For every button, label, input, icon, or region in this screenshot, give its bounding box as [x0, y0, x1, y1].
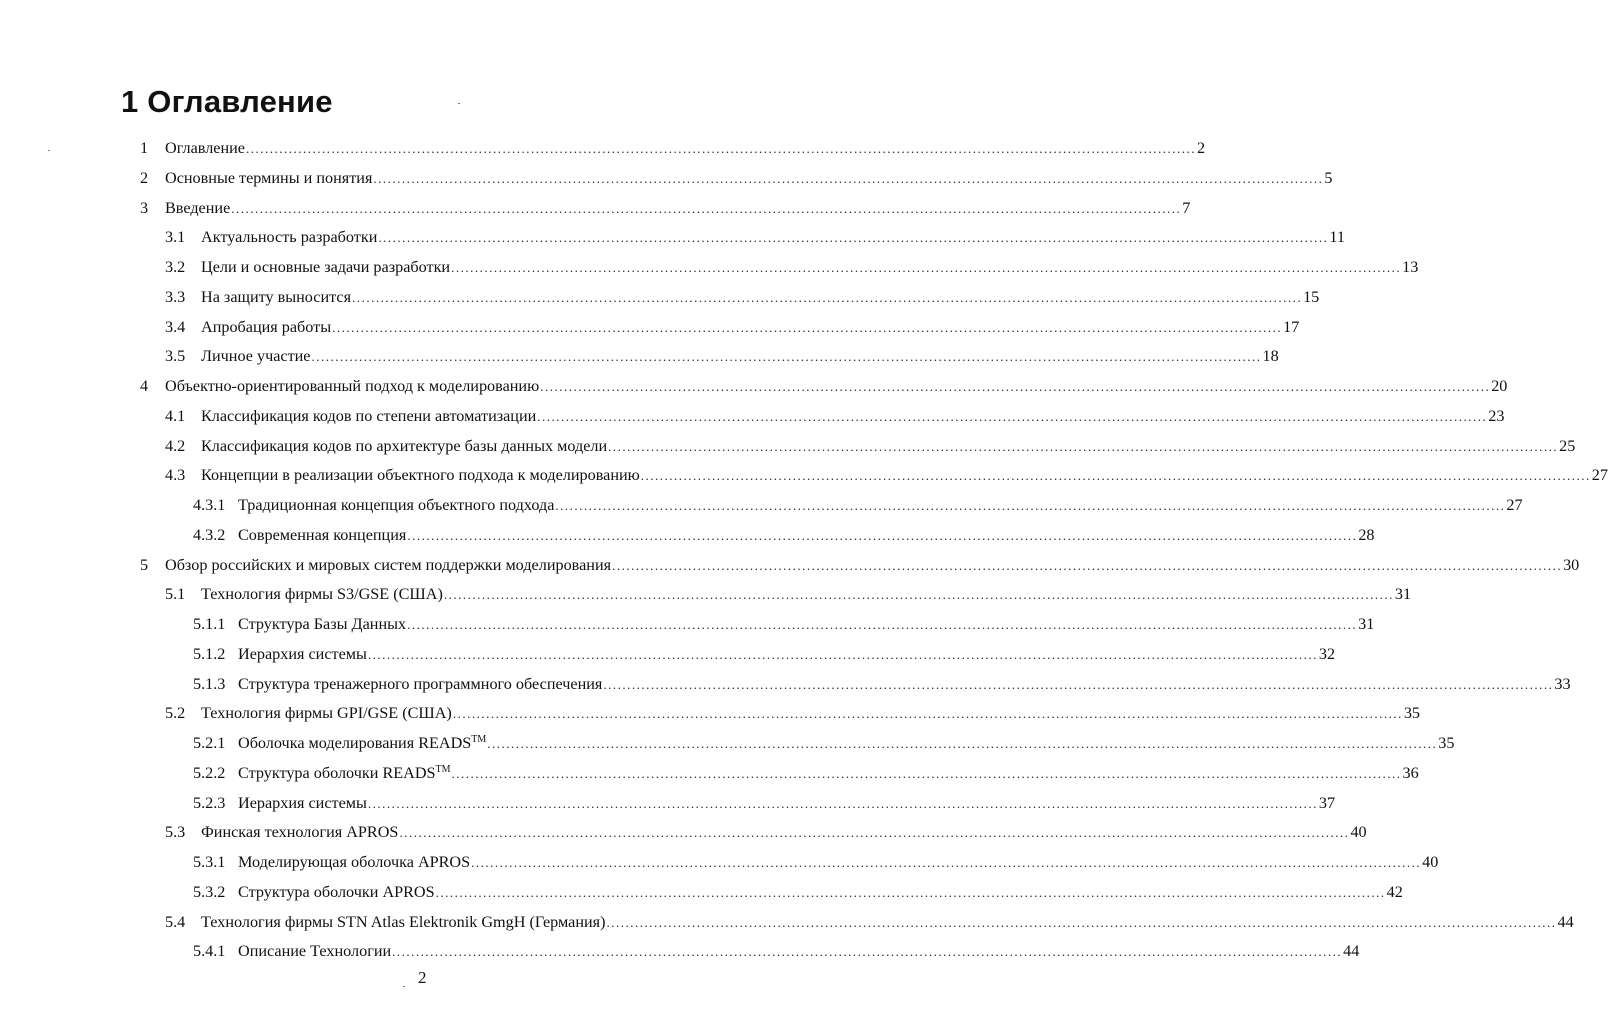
toc-entry-title: Цели и основные задачи разработки — [201, 258, 451, 276]
toc-entry-page: 44 — [1343, 942, 1360, 961]
toc-entry-page: 30 — [1563, 555, 1580, 574]
toc-entry-number: 1 — [140, 139, 149, 157]
toc-leader-dots: ........................................................................................................................................................................................................ — [608, 438, 1559, 454]
toc-entry-number: 5.3 — [165, 823, 186, 842]
toc-entry — [165, 912, 1574, 932]
toc-entry-title: Оболочка моделирования READS™ — [238, 734, 487, 752]
toc-entry-number: 4 — [140, 377, 149, 395]
toc-entry-number: 3.2 — [165, 258, 186, 276]
toc-entry-number: 5.2 — [165, 704, 186, 723]
toc-leader-dots: ........................................................................................................................................................................................................ — [367, 646, 1318, 662]
toc-entry-number: 5.2.1 — [193, 734, 226, 752]
toc-entry-number: 5.4 — [165, 912, 186, 931]
toc-entry-page: 35 — [1438, 734, 1455, 752]
toc-entry-page: 15 — [1303, 287, 1320, 306]
toc-leader-dots: ........................................................................................................................................................................................................ — [407, 527, 1358, 543]
toc-entry-page: 32 — [1318, 644, 1336, 663]
toc-entry — [140, 376, 1508, 396]
toc-entry-title: Классификация кодов по степени автоматизации — [201, 406, 537, 425]
toc-entry — [193, 674, 1571, 694]
toc-entry — [140, 138, 1206, 158]
toc-leader-dots: ........................................................................................................................................................................................................ — [487, 736, 1438, 751]
toc-leader-dots: ........................................................................................................................................................................................................ — [399, 825, 1350, 841]
toc-leader-dots: ........................................................................................................................................................................................................ — [378, 230, 1329, 246]
toc-entry-number: 5.1.2 — [193, 644, 226, 663]
toc-entry-page: 37 — [1318, 793, 1336, 812]
toc-entry-title: Структура оболочки APROS — [238, 882, 435, 901]
toc-entry-number: 5.1 — [165, 585, 186, 604]
toc-entry — [165, 465, 1608, 485]
toc-entry-number: 2 — [140, 168, 149, 187]
toc-entry — [165, 346, 1279, 366]
toc-entry-number: 5.3.1 — [193, 853, 226, 871]
toc-entry-title: Традиционная концепция объектного подхода — [238, 496, 555, 514]
toc-entry-page: 42 — [1386, 882, 1403, 901]
toc-entry-page: 27 — [1506, 496, 1523, 514]
toc-entry-title: Моделирующая оболочка APROS — [238, 853, 471, 871]
toc-leader-dots: ........................................................................................................................................................................................................ — [640, 468, 1591, 484]
toc-entry — [165, 287, 1320, 307]
toc-leader-dots: ........................................................................................................................................................................................................ — [555, 498, 1506, 513]
toc-entry — [165, 436, 1576, 456]
toc-entry-page: 5 — [1324, 168, 1333, 187]
toc-leader-dots: ........................................................................................................................................................................................................ — [231, 200, 1182, 216]
toc-leader-dots: ........................................................................................................................................................................................................ — [373, 170, 1324, 186]
toc-entry-title: Структура тренажерного программного обеспечения — [238, 674, 603, 693]
toc-leader-dots: ........................................................................................................................................................................................................ — [603, 676, 1554, 692]
toc-entry-title: Оглавление — [165, 139, 245, 157]
toc-entry-page: 11 — [1329, 228, 1345, 247]
toc-entry-page: 44 — [1557, 912, 1574, 931]
toc-entry — [165, 406, 1505, 426]
toc-entry-number: 4.1 — [165, 406, 186, 425]
scan-speck — [403, 986, 405, 987]
toc-entry-number: 5.1.3 — [193, 674, 226, 693]
toc-leader-dots: ........................................................................................................................................................................................................ — [451, 765, 1402, 781]
toc-entry-title: Основные термины и понятия — [165, 168, 373, 187]
toc-leader-dots: ........................................................................................................................................................................................................ — [471, 855, 1422, 870]
toc-entry — [140, 198, 1191, 218]
toc-entry — [193, 852, 1439, 872]
toc-entry-number: 5.2.3 — [193, 793, 226, 812]
toc-entry-page: 40 — [1350, 823, 1367, 842]
toc-entry-title: Объектно-ориентированный подход к моделированию — [165, 377, 540, 395]
toc-entry-number: 5.4.1 — [193, 942, 226, 961]
toc-entry — [193, 763, 1419, 783]
toc-entry-page: 23 — [1488, 406, 1505, 425]
toc-entry-page: 33 — [1554, 674, 1571, 693]
toc-entry-title: Концепции в реализации объектного подхода к моделированию — [201, 466, 640, 485]
toc-entry-number: 3.3 — [165, 287, 186, 306]
toc-leader-dots: ........................................................................................................................................................................................................ — [332, 319, 1283, 335]
page-number: 2 — [418, 968, 427, 987]
toc-entry — [165, 584, 1412, 604]
toc-entry — [165, 257, 1419, 277]
toc-entry-number: 3 — [140, 198, 149, 217]
toc-leader-dots: ........................................................................................................................................................................................................ — [537, 408, 1488, 424]
toc-entry-number: 4.2 — [165, 436, 186, 455]
toc-leader-dots: ........................................................................................................................................................................................................ — [540, 379, 1491, 394]
scan-speck — [48, 150, 50, 151]
toc-entry-page: 2 — [1196, 139, 1206, 157]
toc-entry-page: 20 — [1491, 377, 1508, 395]
toc-entry-title: Личное участие — [201, 347, 311, 366]
toc-entry-number: 3.1 — [165, 228, 186, 247]
toc-entry — [193, 614, 1375, 634]
toc-entry-page: 7 — [1182, 198, 1191, 217]
toc-entry-page: 36 — [1402, 763, 1419, 782]
toc-leader-dots: ........................................................................................................................................................................................................ — [452, 706, 1403, 722]
toc-entry — [165, 822, 1367, 842]
toc-entry — [193, 495, 1523, 515]
toc-leader-dots: ........................................................................................................................................................................................................ — [392, 944, 1343, 960]
toc-entry-title: Описание Технологии — [238, 942, 392, 961]
toc-entry-page: 13 — [1402, 258, 1419, 276]
toc-entry-title: Введение — [165, 198, 231, 217]
toc-leader-dots: ........................................................................................................................................................................................................ — [443, 587, 1394, 603]
toc-entry-page: 31 — [1358, 615, 1375, 633]
toc-entry-title: Современная концепция — [238, 525, 407, 544]
toc-leader-dots: ........................................................................................................................................................................................................ — [367, 795, 1318, 811]
toc-entry — [193, 793, 1336, 813]
toc-entry-title: Технология фирмы S3/GSE (США) — [201, 585, 443, 604]
toc-leader-dots: ........................................................................................................................................................................................................ — [407, 617, 1358, 632]
toc-entry-number: 5.2.2 — [193, 763, 226, 782]
toc-entry — [140, 555, 1580, 575]
toc-entry-page: 18 — [1262, 347, 1279, 366]
toc-entry-title: Технология фирмы STN Atlas Elektronik GmgH (Германия) — [201, 912, 606, 931]
toc-leader-dots: ........................................................................................................................................................................................................ — [352, 289, 1303, 305]
toc-entry — [140, 168, 1333, 188]
toc-entry-number: 4.3 — [165, 466, 186, 485]
toc-entry-page: 25 — [1559, 436, 1576, 455]
toc-entry — [165, 227, 1345, 247]
toc-leader-dots: ........................................................................................................................................................................................................ — [606, 914, 1557, 930]
toc-entry — [193, 644, 1336, 664]
toc-entry — [193, 733, 1455, 753]
toc-entry-title: Актуальность разработки — [201, 228, 378, 247]
toc-entry — [165, 703, 1421, 723]
toc-entry-page: 28 — [1358, 525, 1375, 544]
trademark-superscript: TM — [435, 763, 451, 775]
toc-entry-title: Апробация работы — [201, 317, 332, 336]
toc-entry-page: 27 — [1591, 466, 1608, 485]
heading-text: Оглавление — [147, 84, 333, 119]
toc-entry-page: 17 — [1283, 317, 1300, 336]
toc-entry-number: 3.4 — [165, 317, 186, 336]
toc-entry — [193, 941, 1360, 961]
toc-entry-number: 4.3.2 — [193, 525, 226, 544]
toc-entry-title: Структура оболочки READS™ — [238, 763, 451, 782]
toc-entry-title: Иерархия системы — [238, 793, 367, 812]
toc-entry-page: 35 — [1403, 704, 1421, 723]
scan-speck — [458, 103, 460, 104]
toc-entry-title: Классификация кодов по архитектуре базы данных модели — [201, 436, 608, 455]
toc-entry — [193, 882, 1403, 902]
toc-leader-dots: ........................................................................................................................................................................................................ — [311, 349, 1262, 365]
toc-entry-number: 3.5 — [165, 347, 186, 366]
toc-entry — [193, 525, 1375, 545]
toc-entry-number: 4.3.1 — [193, 496, 226, 514]
toc-entry-number: 5.3.2 — [193, 882, 226, 901]
trademark-superscript: TM — [471, 734, 487, 745]
toc-entry — [165, 317, 1300, 337]
toc-entry-title: Обзор российских и мировых систем поддержки моделирования — [165, 555, 612, 574]
toc-entry-title: Финская технология APROS — [201, 823, 399, 842]
toc-leader-dots: ........................................................................................................................................................................................................ — [612, 557, 1563, 573]
heading-number: 1 — [121, 84, 139, 119]
toc-entry-number: 5.1.1 — [193, 615, 226, 633]
toc-entry-title: Иерархия системы — [238, 644, 367, 663]
toc-entry-page: 40 — [1422, 853, 1439, 871]
toc-leader-dots: ........................................................................................................................................................................................................ — [451, 260, 1402, 275]
toc-entry-page: 31 — [1394, 585, 1412, 604]
toc-entry-title: Технология фирмы GPI/GSE (США) — [201, 704, 452, 723]
toc-leader-dots: ........................................................................................................................................................................................................ — [435, 884, 1386, 900]
toc-entry-title: На защиту выносится — [201, 287, 352, 306]
toc-entry-number: 5 — [140, 555, 149, 574]
toc-entry-title: Структура Базы Данных — [238, 615, 407, 633]
toc-leader-dots: ........................................................................................................................................................................................................ — [245, 141, 1196, 156]
